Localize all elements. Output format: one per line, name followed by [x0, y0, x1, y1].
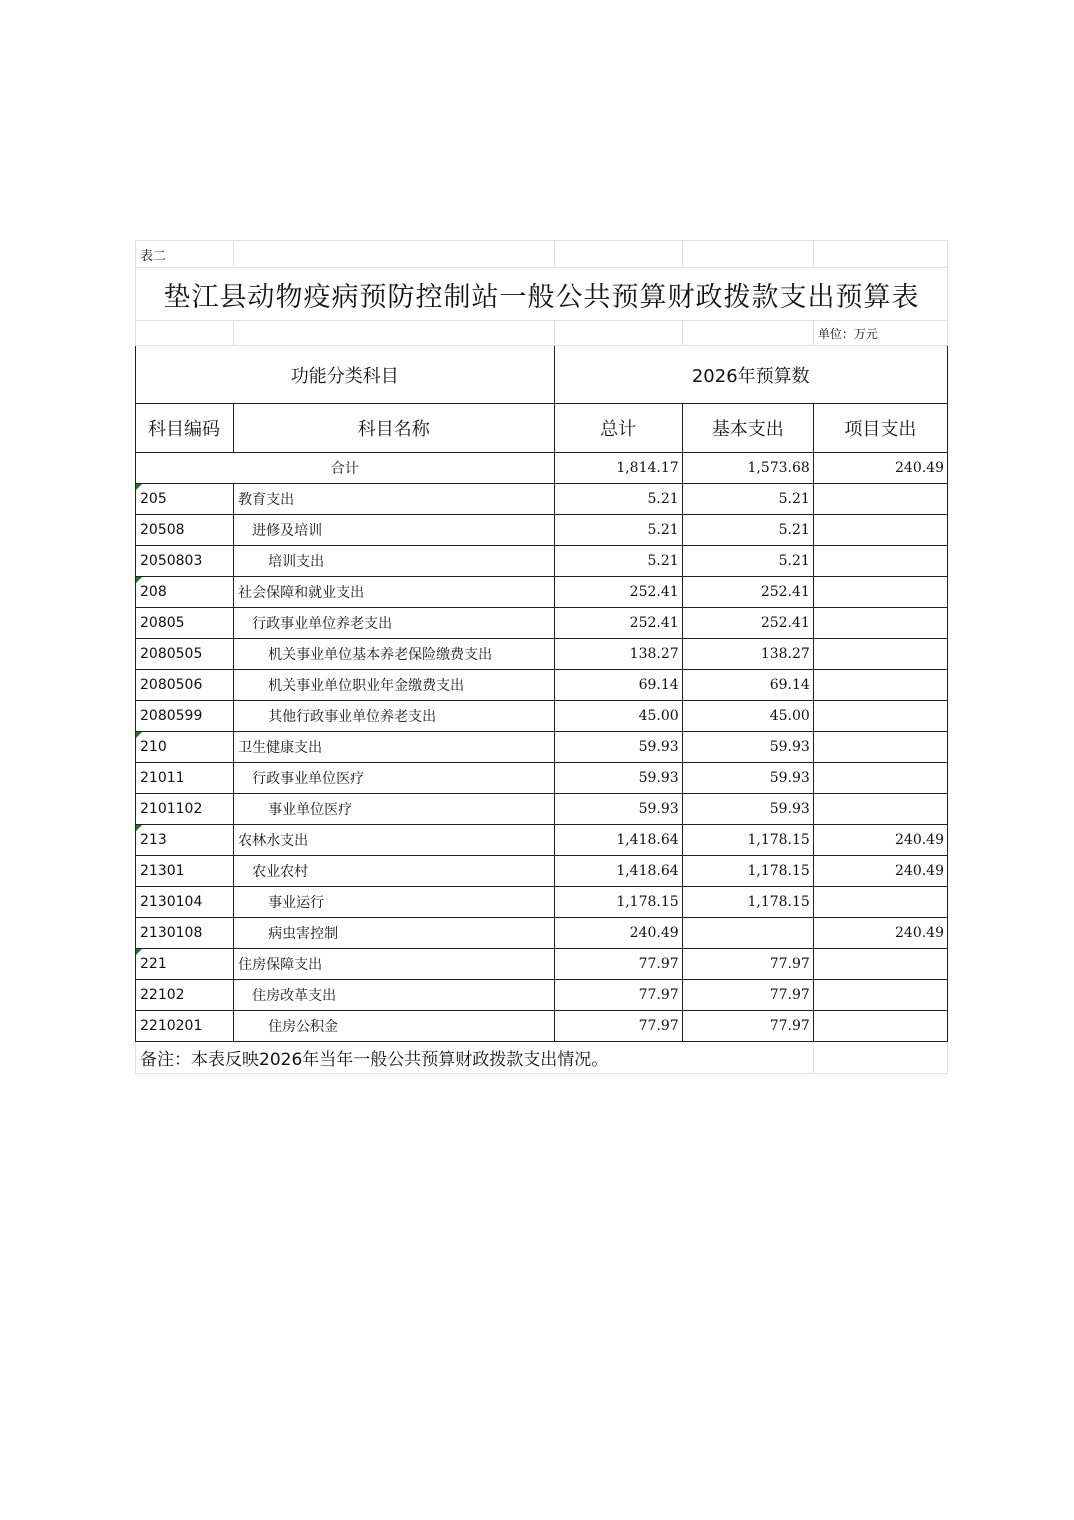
page-title: 垫江县动物疫病预防控制站一般公共预算财政拨款支出预算表: [136, 268, 948, 321]
row-total: 77.97: [554, 1011, 682, 1042]
budget-table: [135, 240, 948, 1074]
row-name: 住房保障支出: [234, 949, 554, 980]
row-project: [813, 1011, 947, 1042]
row-total: 59.93: [554, 763, 682, 794]
row-basic: 1,178.15: [682, 825, 813, 856]
table-row: [136, 918, 948, 949]
header-code: 科目编码: [136, 404, 234, 453]
row-code: 21301: [136, 856, 234, 887]
row-code: 2101102: [136, 794, 234, 825]
table-row: [136, 515, 948, 546]
row-name: 卫生健康支出: [234, 732, 554, 763]
header-budget-year: 2026年预算数: [554, 346, 948, 404]
row-total: 45.00: [554, 701, 682, 732]
row-basic: 1,178.15: [682, 887, 813, 918]
row-project: [813, 546, 947, 577]
row-name: 农业农村: [234, 856, 554, 887]
table-row: [136, 639, 948, 670]
table-row: [136, 484, 948, 515]
row-total: 77.97: [554, 949, 682, 980]
row-name: 行政事业单位医疗: [234, 763, 554, 794]
total-label: 合计: [136, 453, 555, 484]
row-project: [813, 515, 947, 546]
row-total: 5.21: [554, 484, 682, 515]
row-total: 1,418.64: [554, 825, 682, 856]
row-basic: 252.41: [682, 577, 813, 608]
row-basic: 77.97: [682, 1011, 813, 1042]
table-row: [136, 608, 948, 639]
row-code: 2210201: [136, 1011, 234, 1042]
row-basic: [682, 918, 813, 949]
row-basic: 1,178.15: [682, 856, 813, 887]
row-name: 机关事业单位职业年金缴费支出: [234, 670, 554, 701]
unit-label: 单位：万元: [813, 321, 947, 346]
row-name: 病虫害控制: [234, 918, 554, 949]
budget-sheet: [135, 240, 948, 1074]
row-code: 2080599: [136, 701, 234, 732]
row-code: 208: [136, 577, 234, 608]
table-row: [136, 856, 948, 887]
row-project: [813, 887, 947, 918]
row-total: 240.49: [554, 918, 682, 949]
row-total: 77.97: [554, 980, 682, 1011]
row-basic: 5.21: [682, 515, 813, 546]
row-name: 农林水支出: [234, 825, 554, 856]
row-project: 240.49: [813, 825, 947, 856]
row-total: 5.21: [554, 546, 682, 577]
row-name: 社会保障和就业支出: [234, 577, 554, 608]
row-code: 2080506: [136, 670, 234, 701]
table-row: [136, 577, 948, 608]
total-basic: 1,573.68: [682, 453, 813, 484]
header-basic: 基本支出: [682, 404, 813, 453]
row-basic: 138.27: [682, 639, 813, 670]
row-code: 221: [136, 949, 234, 980]
row-project: [813, 484, 947, 515]
row-project: [813, 980, 947, 1011]
row-total: 59.93: [554, 794, 682, 825]
table-row: [136, 763, 948, 794]
row-project: [813, 577, 947, 608]
row-total: 1,418.64: [554, 856, 682, 887]
footnote: 备注：本表反映2026年当年一般公共预算财政拨款支出情况。: [136, 1042, 814, 1074]
header-name: 科目名称: [234, 404, 554, 453]
row-code: 20805: [136, 608, 234, 639]
header-function-classification: 功能分类科目: [136, 346, 555, 404]
row-name: 进修及培训: [234, 515, 554, 546]
row-project: [813, 608, 947, 639]
row-basic: 5.21: [682, 546, 813, 577]
table-row: [136, 546, 948, 577]
row-total: 252.41: [554, 577, 682, 608]
row-name: 机关事业单位基本养老保险缴费支出: [234, 639, 554, 670]
row-name: 事业单位医疗: [234, 794, 554, 825]
row-project: 240.49: [813, 918, 947, 949]
row-name: 培训支出: [234, 546, 554, 577]
table-row: [136, 670, 948, 701]
row-basic: 59.93: [682, 763, 813, 794]
row-basic: 45.00: [682, 701, 813, 732]
row-project: [813, 763, 947, 794]
row-name: 住房改革支出: [234, 980, 554, 1011]
row-code: 22102: [136, 980, 234, 1011]
row-name: 其他行政事业单位养老支出: [234, 701, 554, 732]
row-code: 213: [136, 825, 234, 856]
total-total: 1,814.17: [554, 453, 682, 484]
table-row: [136, 732, 948, 763]
row-code: 205: [136, 484, 234, 515]
row-project: [813, 701, 947, 732]
row-project: [813, 639, 947, 670]
row-code: 21011: [136, 763, 234, 794]
table-row: [136, 949, 948, 980]
row-total: 1,178.15: [554, 887, 682, 918]
table-row: [136, 980, 948, 1011]
table-row: [136, 701, 948, 732]
table-row: [136, 887, 948, 918]
row-total: 5.21: [554, 515, 682, 546]
row-code: 2130104: [136, 887, 234, 918]
table-label: 表二: [136, 241, 234, 268]
row-total: 59.93: [554, 732, 682, 763]
table-row: [136, 1011, 948, 1042]
row-total: 252.41: [554, 608, 682, 639]
row-basic: 77.97: [682, 949, 813, 980]
row-basic: 252.41: [682, 608, 813, 639]
row-basic: 59.93: [682, 732, 813, 763]
table-row: [136, 825, 948, 856]
row-project: 240.49: [813, 856, 947, 887]
row-basic: 5.21: [682, 484, 813, 515]
row-code: 210: [136, 732, 234, 763]
total-project: 240.49: [813, 453, 947, 484]
row-name: 教育支出: [234, 484, 554, 515]
header-total: 总计: [554, 404, 682, 453]
row-code: 2130108: [136, 918, 234, 949]
row-name: 行政事业单位养老支出: [234, 608, 554, 639]
table-row: [136, 794, 948, 825]
row-total: 138.27: [554, 639, 682, 670]
row-basic: 69.14: [682, 670, 813, 701]
row-project: [813, 732, 947, 763]
row-code: 2050803: [136, 546, 234, 577]
row-basic: 59.93: [682, 794, 813, 825]
row-code: 20508: [136, 515, 234, 546]
row-project: [813, 949, 947, 980]
row-code: 2080505: [136, 639, 234, 670]
row-total: 69.14: [554, 670, 682, 701]
header-project: 项目支出: [813, 404, 947, 453]
row-name: 事业运行: [234, 887, 554, 918]
row-basic: 77.97: [682, 980, 813, 1011]
row-project: [813, 794, 947, 825]
row-name: 住房公积金: [234, 1011, 554, 1042]
row-project: [813, 670, 947, 701]
total-row: [136, 453, 948, 484]
